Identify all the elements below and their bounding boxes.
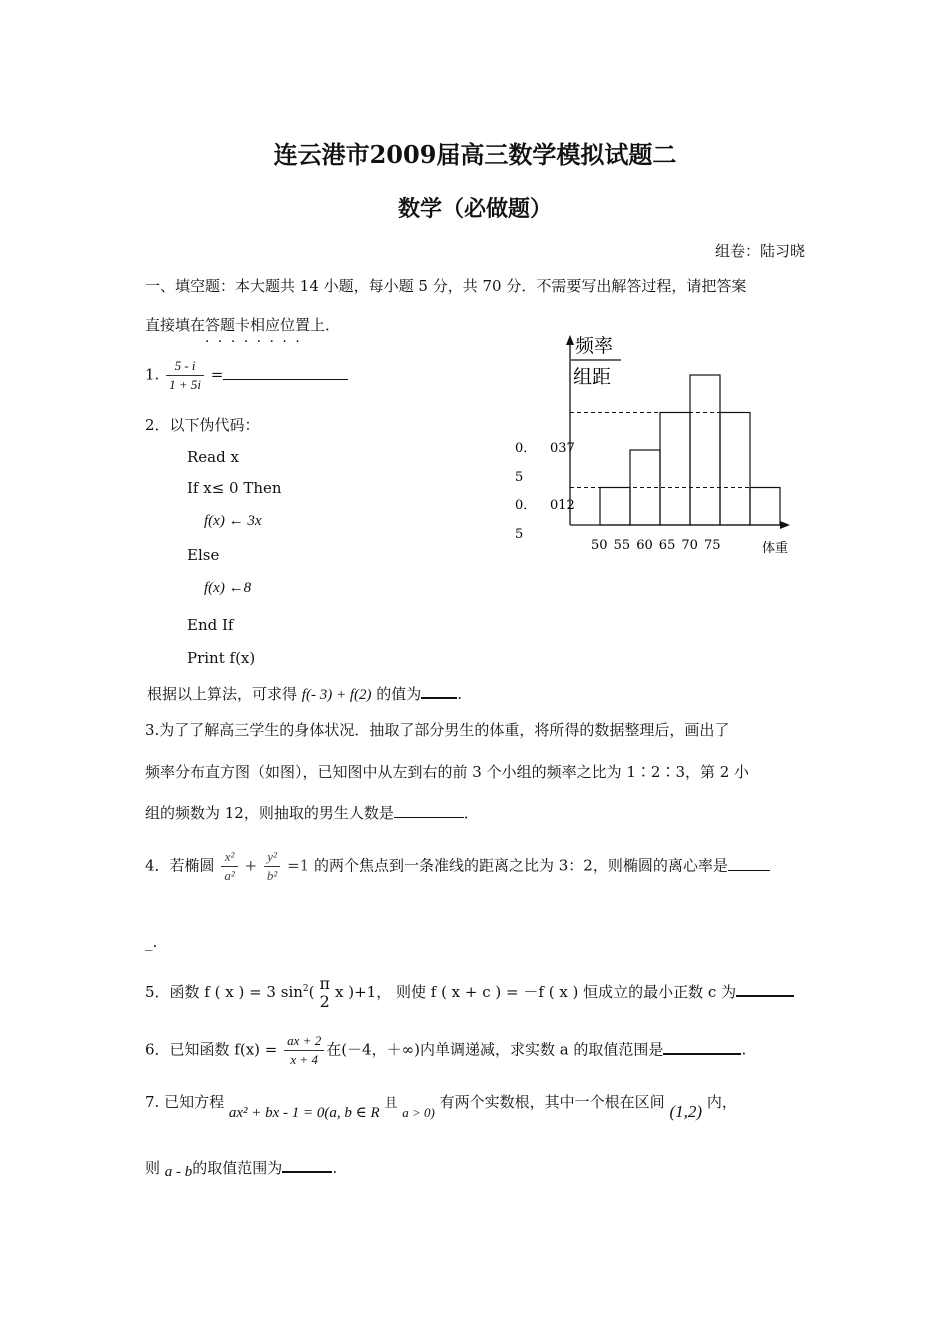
y-label-top: 频率: [575, 335, 614, 357]
q6-answer-blank[interactable]: [663, 1039, 741, 1055]
q4-number: 4．若椭圆: [145, 856, 215, 875]
x-tick-label-60: 60: [636, 538, 653, 553]
x-axis-arrow: [780, 521, 790, 529]
section-instructions-line2: [145, 315, 340, 335]
question-7: [145, 1092, 737, 1121]
q2-code-line-1: Read x: [187, 448, 239, 466]
q6-numerator: ax + 2: [284, 1032, 324, 1051]
q5-text-a: 5．函数 f ( x ) = 3 sin: [145, 983, 303, 1001]
question-4: [145, 848, 770, 885]
section-line2-emphasis: 答题卡相应位置上 · · ·: [205, 316, 325, 334]
histogram-bar-50: [600, 488, 630, 526]
q2-question-a: 根据以上算法，可求得: [147, 685, 298, 703]
q5-superscript: 2: [302, 984, 309, 994]
q4-x-numerator: x²: [221, 848, 237, 867]
histogram-bar-65: [690, 375, 720, 525]
ref-label-0125-c: 5: [515, 527, 524, 542]
q3-line3: [145, 803, 479, 823]
section-line2-c: ．: [325, 316, 341, 334]
q4-text: 的两个焦点到一条准线的距离之比为 3：2，则椭圆的离心率是: [313, 856, 728, 875]
q5-pi: π: [319, 974, 331, 993]
q3-answer-blank[interactable]: [394, 803, 464, 818]
q4-y-fraction: [264, 848, 280, 885]
section-instructions-line1: 一、填空题：本大题共 14 小题，每小题 5 分，共 70 分．不需要写出解答过程，请把答案: [145, 277, 747, 295]
q4-x-fraction: [221, 848, 237, 885]
q4-tail: _.: [145, 933, 158, 951]
q7-line2: [145, 1157, 337, 1179]
question-5: [145, 975, 794, 1011]
q7-answer-blank[interactable]: [282, 1157, 332, 1173]
q3-end: ．: [463, 804, 479, 822]
q5-two: 2: [319, 992, 330, 1011]
q5-pi-fraction: [317, 975, 334, 1011]
q5-text-c: x )+1， 则使 f ( x + c ) = －f ( x ) 恒成立的最小正数 c 为: [335, 983, 737, 1001]
q6-end: .: [741, 1040, 747, 1059]
page-title: 连云港市2009届高三数学模拟试题二: [273, 140, 677, 169]
q2-intro: 2．以下伪代码：: [145, 416, 260, 434]
q2-code-line-4: Else: [187, 546, 220, 564]
q5-answer-blank[interactable]: [736, 981, 794, 997]
q2-end: .: [457, 685, 463, 703]
q7-interval: (1,2): [669, 1102, 703, 1121]
q1-number: 1.: [145, 365, 160, 384]
histogram-bar-75: [750, 488, 780, 526]
q4-equals-one: =1: [287, 856, 310, 875]
x-axis-label: 体重: [762, 541, 789, 556]
q7-end: .: [332, 1159, 338, 1177]
q4-answer-blank[interactable]: [728, 856, 770, 871]
q4-plus: +: [244, 856, 258, 875]
q7-expression: a - b: [164, 1164, 193, 1180]
y-axis-arrow: [566, 335, 574, 345]
x-tick-label-70: 70: [681, 538, 698, 553]
q6-denominator: x + 4: [290, 1052, 318, 1067]
q2-code-line-2: If x≤ 0 Then: [187, 479, 282, 497]
x-tick-label-50: 50: [591, 538, 608, 553]
ref-label-0375-c: 5: [515, 470, 524, 485]
q7-equation: ax² + bx - 1 = 0(a, b ∈ R: [228, 1105, 380, 1121]
frequency-histogram: [505, 325, 805, 565]
q1-equals: =: [210, 365, 224, 384]
q4-y-numerator: y²: [264, 848, 280, 867]
q2-code-line-5: f(x) ←8: [204, 580, 252, 596]
x-tick-label-75: 75: [704, 538, 721, 553]
q3-line2: 频率分布直方图（如图），已知图中从左到右的前 3 个小组的频率之比为 1∶2∶3，第 2 小: [145, 763, 750, 781]
q3-line3-text: 组的频数为 12，则抽取的男生人数是: [145, 804, 394, 822]
q6-fraction: [284, 1032, 324, 1069]
q7-text-b: 有两个实数根，其中一个根在区间: [439, 1093, 665, 1111]
q7-qie: 且: [384, 1096, 398, 1111]
q3-line1: 3.为了了解高三学生的身体状况．抽取了部分男生的体重，将所得的数据整理后，画出了: [145, 721, 730, 739]
q7-line2-a: 则: [145, 1159, 161, 1177]
q2-expression: f(- 3) + f(2): [301, 687, 372, 703]
q2-answer-blank[interactable]: [421, 683, 457, 699]
q6-text-a: 6．已知函数 f(x) =: [145, 1040, 278, 1059]
histogram-bar-60: [660, 413, 690, 526]
q1-answer-blank[interactable]: [223, 365, 348, 380]
y-label-bottom: 组距: [573, 366, 612, 388]
q1-fraction: [166, 357, 204, 394]
q2-question: [147, 683, 462, 705]
q7-text-a: 7. 已知方程: [145, 1093, 225, 1111]
q7-text-c: 内，: [706, 1093, 737, 1111]
q5-paren: (: [308, 983, 315, 1001]
x-tick-label-55: 55: [613, 538, 631, 553]
q4-y-denominator: b²: [266, 868, 278, 883]
q6-text-b: 在(－4，＋∞)内单调递减，求实数 a 的取值范围是: [326, 1040, 664, 1059]
q2-question-b: 的值为: [376, 685, 422, 703]
page-subtitle: 数学（必做题）: [397, 196, 552, 222]
histogram-bar-70: [720, 413, 750, 526]
ref-label-0125-a: 0．: [515, 498, 537, 513]
q1-denominator: 1 + 5i: [169, 377, 201, 392]
x-tick-label-65: 65: [658, 538, 676, 553]
q4-x-denominator: a²: [224, 868, 235, 883]
q2-code-line-7: Print f(x): [187, 649, 256, 667]
ref-label-0125-b: 012: [550, 498, 575, 513]
question-6: [145, 1032, 746, 1069]
question-1: [145, 357, 348, 394]
q7-condition: a > 0): [402, 1105, 435, 1120]
q1-numerator: 5 - i: [166, 357, 204, 376]
q2-code-line-6: End If: [187, 616, 234, 634]
q2-code-line-3: f(x) ← 3x: [204, 513, 262, 529]
ref-label-0375-a: 0．: [515, 441, 537, 456]
compiler-credit: 组卷：陆习晓: [714, 242, 805, 260]
q7-line2-b: 的取值范围为: [192, 1159, 283, 1177]
ref-label-0375-b: 037: [550, 441, 575, 456]
section-line2-a: 直接填在: [145, 316, 206, 334]
